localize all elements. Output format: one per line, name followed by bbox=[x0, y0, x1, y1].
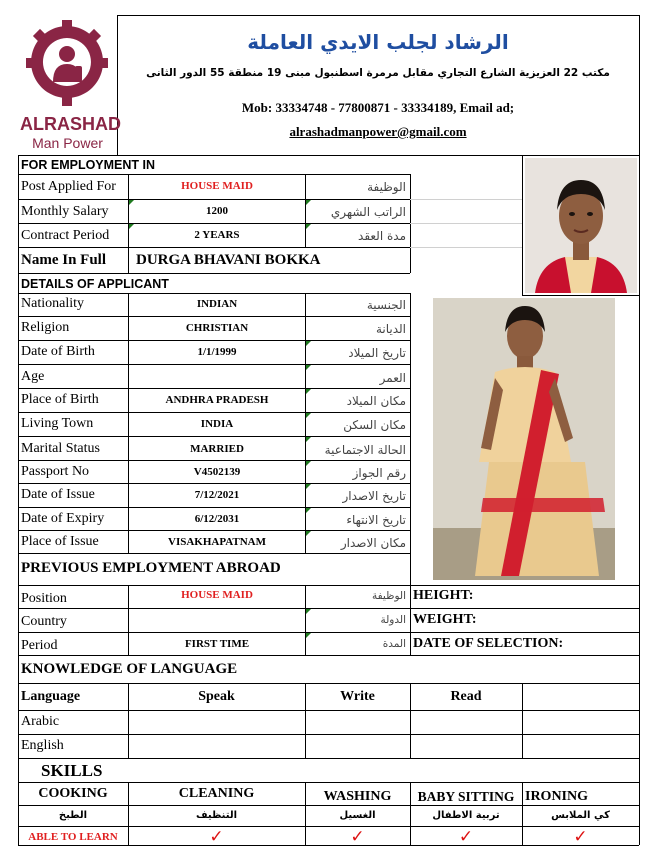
pob-value: ANDHRA PRADESH bbox=[165, 394, 269, 406]
religion-value: CHRISTIAN bbox=[185, 322, 249, 334]
prev-position-value: HOUSE MAID bbox=[181, 589, 253, 601]
skills-section-title: SKILLS bbox=[41, 761, 103, 780]
living-town-arabic: مكان السكن bbox=[343, 418, 406, 432]
person-full-length-icon bbox=[433, 298, 615, 580]
pob-arabic: مكان الميلاد bbox=[346, 394, 406, 408]
issue-place-value: VISAKHAPATNAM bbox=[168, 536, 266, 548]
brand-name: ALRASHAD bbox=[20, 114, 121, 134]
nationality-value: INDIAN bbox=[196, 298, 238, 310]
company-logo bbox=[20, 20, 121, 155]
prev-position-label: Position bbox=[21, 591, 67, 606]
portrait-photo bbox=[525, 158, 637, 293]
skill-ironing-arabic: كي الملابس bbox=[551, 810, 610, 821]
salary-label-arabic: الراتب الشهري bbox=[330, 205, 406, 219]
religion-arabic: الديانة bbox=[375, 322, 406, 336]
prev-position-arabic: الوظيفة bbox=[371, 590, 406, 602]
prev-country-label: Country bbox=[21, 614, 67, 629]
skill-cooking-arabic: الطبخ bbox=[58, 810, 88, 821]
language-arabic-label: Arabic bbox=[21, 714, 60, 729]
company-title-arabic: الرشاد لجلب الايدي العاملة bbox=[247, 30, 509, 54]
passport-arabic: رقم الجواز bbox=[352, 466, 406, 480]
prev-period-arabic: المدة bbox=[382, 638, 406, 650]
expiry-date-arabic: تاريخ الانتهاء bbox=[346, 513, 406, 527]
issue-place-label: Place of Issue bbox=[21, 534, 99, 549]
prev-period-label: Period bbox=[21, 638, 58, 653]
manpower-logo-icon bbox=[20, 20, 115, 108]
dob-value: 1/1/1999 bbox=[197, 346, 237, 358]
skill-baby-sitting-check-icon: ✓ bbox=[458, 827, 474, 847]
applicant-full-name: DURGA BHAVANI BOKKA bbox=[136, 252, 321, 268]
salary-label: Monthly Salary bbox=[21, 204, 109, 219]
brand-subtitle: Man Power bbox=[32, 135, 103, 151]
passport-label: Passport No bbox=[21, 464, 90, 479]
dob-label: Date of Birth bbox=[21, 344, 95, 359]
weight-label: WEIGHT: bbox=[413, 612, 477, 627]
marital-value: MARRIED bbox=[190, 443, 244, 455]
language-header-read: Read bbox=[450, 689, 482, 704]
skill-cooking-status: ABLE TO LEARN bbox=[28, 831, 118, 843]
selection-date-label: DATE OF SELECTION: bbox=[413, 636, 564, 651]
language-header-language: Language bbox=[21, 689, 81, 704]
skill-washing-check-icon: ✓ bbox=[350, 827, 365, 847]
expiry-date-value: 6/12/2031 bbox=[194, 513, 240, 525]
skill-baby-sitting-arabic: تربية الاطفال bbox=[432, 810, 500, 821]
skill-washing-arabic: الغسيل bbox=[339, 810, 376, 821]
issue-date-value: 7/12/2021 bbox=[194, 489, 240, 501]
language-english-label: English bbox=[21, 738, 64, 753]
nationality-label: Nationality bbox=[21, 296, 84, 311]
expiry-date-label: Date of Expiry bbox=[21, 511, 105, 526]
prev-period-value: FIRST TIME bbox=[184, 638, 250, 650]
marital-label: Marital Status bbox=[21, 441, 100, 456]
contract-value: 2 YEARS bbox=[194, 229, 240, 241]
skill-baby-sitting-label: BABY SITTING bbox=[417, 789, 515, 804]
post-label-arabic: الوظيفة bbox=[367, 180, 406, 194]
salary-value: 1200 bbox=[206, 205, 228, 217]
age-label: Age bbox=[21, 369, 45, 384]
religion-label: Religion bbox=[21, 320, 70, 335]
skill-cooking-label: COOKING bbox=[38, 786, 108, 801]
marital-arabic: الحالة الاجتماعية bbox=[324, 443, 406, 457]
age-arabic: العمر bbox=[379, 371, 406, 385]
post-label: Post Applied For bbox=[21, 179, 116, 194]
contract-label: Contract Period bbox=[21, 228, 110, 243]
post-value: HOUSE MAID bbox=[181, 180, 253, 192]
issue-date-label: Date of Issue bbox=[21, 487, 95, 502]
contract-label-arabic: مدة العقد bbox=[358, 229, 406, 243]
previous-section-title: PREVIOUS EMPLOYMENT ABROAD bbox=[21, 560, 281, 576]
prev-country-arabic: الدولة bbox=[380, 614, 406, 626]
language-header-speak: Speak bbox=[198, 689, 235, 704]
skill-cleaning-check-icon: ✓ bbox=[209, 827, 224, 847]
passport-value: V4502139 bbox=[193, 466, 241, 478]
nationality-arabic: الجنسية bbox=[366, 298, 406, 312]
contact-email[interactable]: alrashadmanpower@gmail.com bbox=[289, 124, 467, 139]
height-label: HEIGHT: bbox=[413, 588, 474, 603]
skill-ironing-check-icon: ✓ bbox=[573, 827, 588, 847]
dob-arabic: تاريخ الميلاد bbox=[348, 346, 406, 360]
issue-place-arabic: مكان الاصدار bbox=[340, 536, 406, 550]
issue-date-arabic: تاريخ الاصدار bbox=[342, 489, 406, 503]
name-label: Name In Full bbox=[21, 252, 107, 268]
skill-washing-label: WASHING bbox=[323, 789, 392, 804]
full-length-photo bbox=[433, 298, 615, 580]
skill-cleaning-label: CLEANING bbox=[178, 786, 255, 801]
language-section-title: KNOWLEDGE OF LANGUAGE bbox=[21, 661, 238, 677]
contact-phones: Mob: 33334748 - 77800871 - 33334189, Email ad; bbox=[241, 100, 515, 115]
living-town-label: Living Town bbox=[21, 416, 94, 431]
employment-section-title: FOR EMPLOYMENT IN bbox=[21, 158, 156, 172]
applicant-section-title: DETAILS OF APPLICANT bbox=[21, 277, 169, 291]
living-town-value: INDIA bbox=[200, 418, 234, 430]
company-address-arabic: مكتب 22 العزيزية الشارع التجاري مقابل مرمرة اسطنبول مبنى 19 منطقة 55 الدور الثانى bbox=[146, 67, 610, 79]
language-header-write: Write bbox=[340, 689, 375, 704]
skill-ironing-label: IRONING bbox=[525, 789, 589, 804]
skill-cleaning-arabic: التنظيف bbox=[195, 810, 238, 821]
pob-label: Place of Birth bbox=[21, 392, 99, 407]
person-portrait-icon bbox=[525, 158, 637, 293]
